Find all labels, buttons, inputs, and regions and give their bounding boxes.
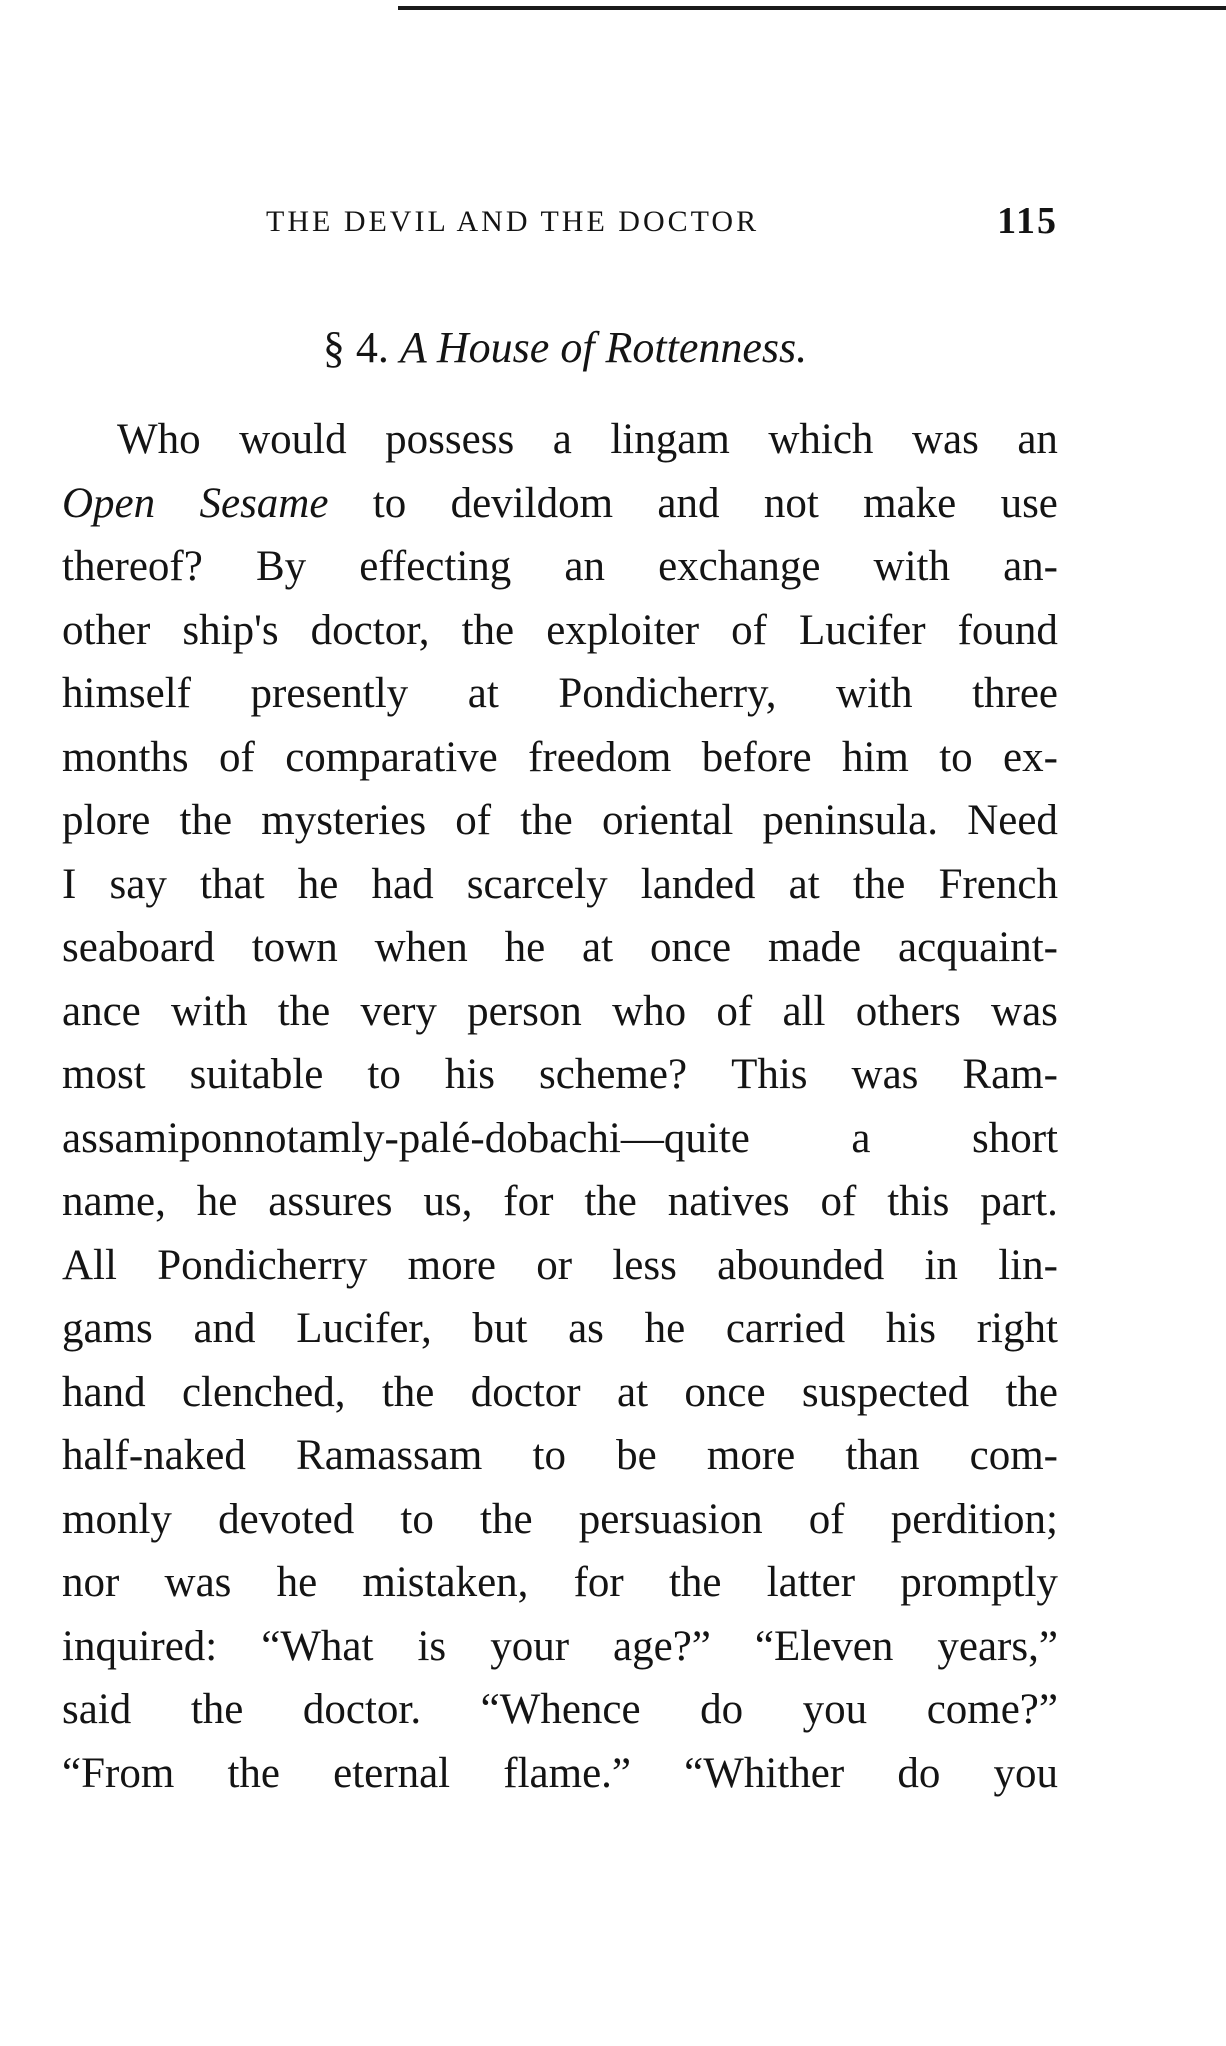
word: would — [239, 416, 347, 463]
word: “From — [62, 1749, 175, 1797]
word: half-naked — [62, 1432, 246, 1479]
word: other — [62, 606, 151, 654]
word: to — [367, 1051, 401, 1098]
word: you — [993, 1749, 1058, 1797]
word: and — [193, 1305, 256, 1352]
word: doctor, — [310, 606, 430, 654]
word: very — [360, 987, 437, 1035]
word: before — [701, 733, 812, 781]
word: the — [520, 797, 573, 844]
word: Need — [967, 797, 1058, 844]
text-line — [62, 1551, 1058, 1615]
word: Pondicherry — [157, 1241, 368, 1289]
text-line — [62, 789, 1058, 853]
text-line — [62, 853, 1058, 917]
word: Open — [62, 479, 156, 527]
word: Sesame — [199, 479, 329, 527]
word: acquaint- — [898, 924, 1058, 971]
word: had — [371, 860, 434, 908]
word: freedom — [528, 733, 672, 781]
word: an — [564, 543, 605, 590]
word: short — [972, 1114, 1058, 1162]
word: flame.” — [503, 1749, 632, 1797]
word: Ram- — [962, 1051, 1058, 1098]
word: do — [897, 1749, 941, 1797]
word: eternal — [333, 1749, 451, 1797]
word: hand — [62, 1368, 146, 1416]
word: was — [911, 416, 979, 463]
word: months — [62, 733, 189, 781]
body-text — [62, 408, 1058, 1805]
word: the — [179, 797, 233, 844]
word: By — [255, 543, 307, 590]
word: that — [200, 860, 265, 908]
word: less — [612, 1241, 677, 1289]
text-line — [62, 1107, 1058, 1171]
text-line — [62, 1234, 1058, 1298]
word: this — [887, 1178, 950, 1225]
word: as — [568, 1305, 604, 1352]
word: of — [731, 606, 767, 654]
word: monly — [62, 1495, 172, 1543]
word: the — [190, 1686, 244, 1733]
word: with — [836, 670, 913, 717]
word: not — [763, 479, 819, 527]
text-line — [62, 1424, 1058, 1488]
word: thereof? — [62, 543, 203, 590]
word: the — [381, 1368, 435, 1416]
word: perdition; — [890, 1495, 1058, 1543]
word: but — [472, 1305, 528, 1352]
word: he — [297, 860, 339, 908]
word: effecting — [359, 543, 512, 590]
word: was — [164, 1559, 232, 1606]
text-line — [62, 1361, 1058, 1425]
word: doctor. — [302, 1686, 422, 1733]
word: seaboard — [62, 924, 215, 971]
word: use — [1000, 479, 1058, 527]
word: once — [684, 1368, 766, 1416]
word: found — [957, 606, 1058, 654]
word: assamiponnotamly-palé-dobachi—quite — [62, 1114, 750, 1162]
word: he — [276, 1559, 318, 1606]
word: part. — [980, 1178, 1058, 1225]
word: clenched, — [181, 1368, 346, 1416]
word: the — [227, 1749, 280, 1797]
word: is — [417, 1622, 447, 1670]
page-number: 115 — [997, 200, 1058, 242]
word: with — [873, 543, 950, 590]
word: at — [582, 924, 614, 971]
word: all — [782, 987, 826, 1035]
word: at — [788, 860, 820, 908]
word: more — [706, 1432, 796, 1479]
word: French — [938, 860, 1058, 908]
word: assures — [268, 1178, 393, 1225]
word: doctor — [470, 1368, 581, 1416]
word: make — [863, 479, 957, 527]
word: plore — [62, 797, 151, 844]
word: who — [612, 987, 687, 1035]
word: to — [532, 1432, 566, 1479]
word: natives — [667, 1178, 790, 1225]
text-line — [62, 408, 1058, 472]
word: Lucifer, — [296, 1305, 432, 1352]
word: person — [467, 987, 582, 1035]
word: which — [768, 416, 874, 463]
section-title: A House of Rottenness. — [399, 323, 808, 372]
word: com- — [969, 1432, 1058, 1479]
word: was — [851, 1051, 919, 1098]
word: the — [461, 606, 515, 654]
word: persuasion — [578, 1495, 763, 1543]
text-line — [62, 1170, 1058, 1234]
word: ex- — [1003, 733, 1058, 781]
text-line — [62, 726, 1058, 790]
word: or — [536, 1241, 573, 1289]
word: right — [976, 1305, 1058, 1352]
word: and — [657, 479, 720, 527]
word: to — [400, 1495, 434, 1543]
word: he — [504, 924, 546, 971]
word: the — [480, 1495, 533, 1543]
word: “Whence — [480, 1686, 641, 1733]
word: said — [62, 1686, 132, 1733]
word: suitable — [189, 1051, 324, 1098]
word: Pondicherry, — [558, 670, 777, 717]
word: landed — [640, 860, 756, 908]
text-line — [62, 662, 1058, 726]
word: to — [939, 733, 973, 781]
word: of — [455, 797, 492, 844]
text-line — [62, 980, 1058, 1044]
word: a — [552, 416, 572, 463]
section-number: § 4. — [322, 323, 389, 372]
word: carried — [725, 1305, 846, 1352]
text-line — [62, 1297, 1058, 1361]
word: a — [851, 1114, 871, 1162]
word: devildom — [450, 479, 614, 527]
word: “Whither — [684, 1749, 845, 1797]
word: gams — [62, 1305, 153, 1352]
word: latter — [766, 1559, 856, 1606]
text-line — [62, 1043, 1058, 1107]
word: the — [668, 1559, 722, 1606]
word: mysteries — [261, 797, 427, 844]
word: others — [855, 987, 961, 1035]
top-rule — [398, 6, 1226, 10]
word: made — [768, 924, 862, 971]
text-line — [62, 1742, 1058, 1806]
word: ship's — [182, 606, 279, 654]
word: years,” — [937, 1622, 1058, 1670]
word: for — [503, 1178, 554, 1225]
word: devoted — [218, 1495, 355, 1543]
word: inquired: — [62, 1622, 218, 1670]
word: possess — [385, 416, 515, 463]
word: scarcely — [466, 860, 608, 908]
word: of — [716, 987, 753, 1035]
text-line — [62, 535, 1058, 599]
word: lin- — [998, 1241, 1058, 1289]
word: Lucifer — [799, 606, 926, 654]
word: the — [852, 860, 906, 908]
text-line — [62, 1678, 1058, 1742]
word: us, — [423, 1178, 473, 1225]
word: at — [616, 1368, 649, 1416]
word: himself — [62, 670, 191, 717]
word: say — [109, 860, 167, 908]
section-heading — [0, 322, 1100, 373]
word: suspected — [801, 1368, 970, 1416]
word: All — [62, 1241, 117, 1289]
word: at — [467, 670, 499, 717]
word: town — [251, 924, 338, 971]
word: he — [196, 1178, 238, 1225]
running-head-title: THE DEVIL AND THE DOCTOR — [266, 205, 760, 238]
word: he — [644, 1305, 686, 1352]
word: you — [802, 1686, 868, 1733]
word: than — [845, 1432, 920, 1479]
word: name, — [62, 1178, 166, 1225]
text-line — [62, 916, 1058, 980]
text-line — [62, 1488, 1058, 1552]
word: peninsula. — [762, 797, 939, 844]
word: his — [444, 1051, 496, 1098]
word: mistaken, — [362, 1559, 529, 1606]
word: come?” — [926, 1686, 1058, 1733]
word: Ramassam — [296, 1432, 483, 1479]
word: presently — [250, 670, 409, 717]
word: once — [649, 924, 732, 971]
word: Who — [117, 416, 201, 463]
word: lingam — [610, 416, 730, 463]
word: This — [731, 1051, 808, 1098]
word: promptly — [900, 1559, 1058, 1606]
word: in — [924, 1241, 958, 1289]
word: exploiter — [546, 606, 700, 654]
word: oriental — [601, 797, 734, 844]
text-line — [62, 599, 1058, 663]
word: of — [808, 1495, 845, 1543]
running-head — [258, 200, 1058, 255]
word: “What — [261, 1622, 374, 1670]
word: to — [372, 479, 407, 527]
word: when — [374, 924, 468, 971]
word: age?” — [613, 1622, 711, 1670]
word: him — [841, 733, 909, 781]
word: “Eleven — [754, 1622, 894, 1670]
text-line — [62, 472, 1058, 536]
word: more — [407, 1241, 496, 1289]
word: an — [1017, 416, 1058, 463]
word: for — [573, 1559, 624, 1606]
word: three — [972, 670, 1058, 717]
word: the — [1005, 1368, 1058, 1416]
word: abounded — [717, 1241, 885, 1289]
word: the — [584, 1178, 637, 1225]
word: was — [991, 987, 1058, 1035]
word: ance — [62, 987, 141, 1035]
word: the — [277, 987, 331, 1035]
word: most — [62, 1051, 146, 1098]
word: be — [616, 1432, 657, 1479]
word: of — [820, 1178, 857, 1225]
word: an- — [1003, 543, 1058, 590]
word: his — [885, 1305, 937, 1352]
word: your — [490, 1622, 570, 1670]
text-line — [62, 1615, 1058, 1679]
word: nor — [62, 1559, 120, 1606]
word: comparative — [285, 733, 498, 781]
word: do — [700, 1686, 744, 1733]
word: with — [171, 987, 248, 1035]
word: of — [219, 733, 255, 781]
word: I — [62, 860, 77, 908]
word: exchange — [658, 543, 821, 590]
word: scheme? — [539, 1051, 688, 1098]
